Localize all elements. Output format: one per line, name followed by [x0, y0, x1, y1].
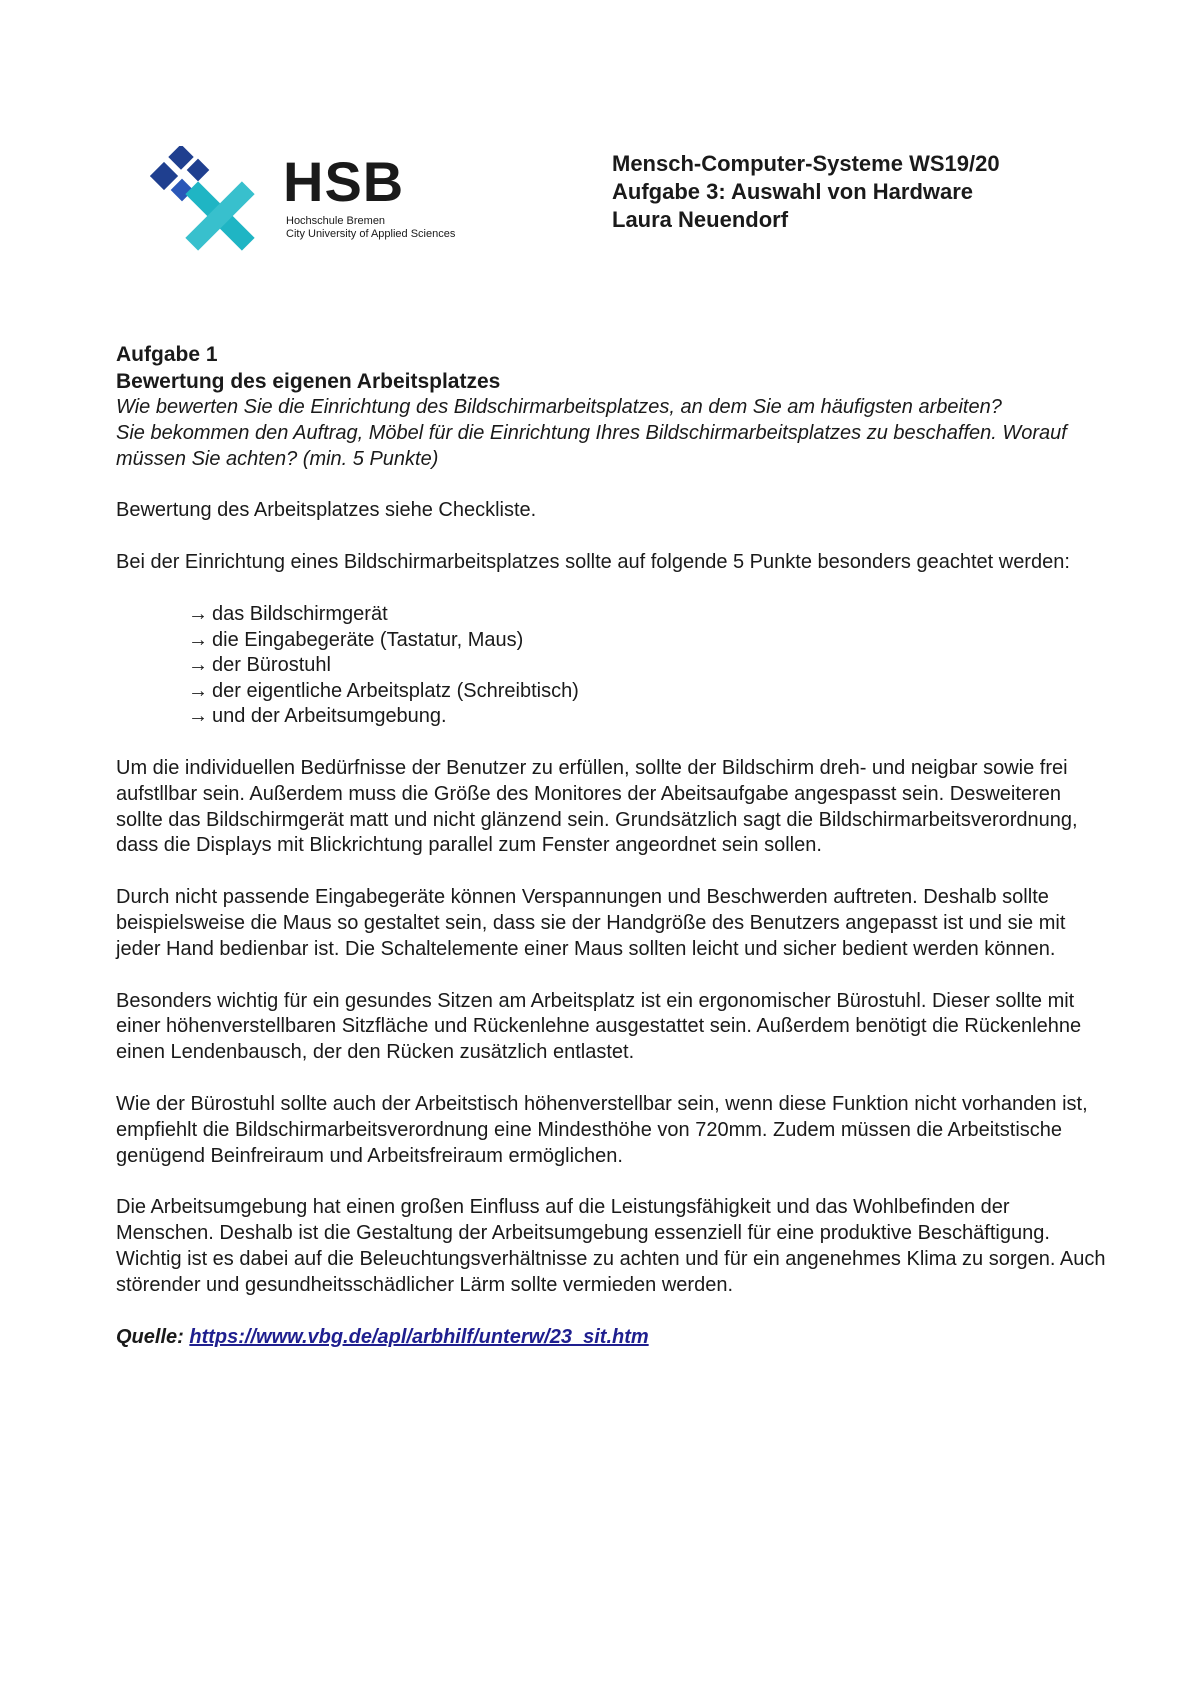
paragraph-monitor: Um die individuellen Bedürfnisse der Benutzer zu erfüllen, sollte der Bildschirm dreh- und neigbar sowie frei aufstllbar sein. Außerdem muss die Größe des Monitores der Abeitsaufgabe angespasst sein. Desweiteren sollte das Bildschirmgerät matt und nicht glänzend sein. Grundsätzlich sagt die Bildschirmarbeitsverordnung, dass die Displays mit Blickrichtung parallel zum Fenster angeordnet sein sollen.	[116, 756, 1078, 857]
list-item: → die Eingabegeräte (Tastatur, Maus)	[188, 628, 1106, 654]
arrow-right-icon: →	[188, 705, 208, 728]
source-link[interactable]: https://www.vbg.de/apl/arbhilf/unterw/23_sit.htm	[189, 1325, 649, 1348]
source-line	[116, 1325, 1106, 1351]
list-item: → das Bildschirmgerät	[188, 602, 1106, 628]
intro-paragraph: Bewertung des Arbeitsplatzes siehe Checkliste.	[116, 499, 537, 522]
source-label: Quelle:	[116, 1325, 184, 1348]
main-content	[116, 341, 1106, 1350]
task-question-1: Wie bewerten Sie die Einrichtung des Bildschirmarbeitsplatzes, an dem Sie am häufigsten arbeiten?	[116, 396, 1002, 418]
list-item: → der eigentliche Arbeitsplatz (Schreibtisch)	[188, 679, 1106, 705]
document-meta	[612, 150, 1000, 234]
task-number: Aufgabe 1	[116, 343, 218, 366]
logo-subtitle-line2: City University of Applied Sciences	[286, 228, 456, 240]
list-item: → der Bürostuhl	[188, 653, 1106, 679]
paragraph-input-devices: Durch nicht passende Eingabegeräte können Verspannungen und Beschwerden auftreten. Deshalb sollte beispielsweise die Maus so gestaltet sein, dass sie der Handgröße des Benutzers angepasst ist und sie mit jeder Hand bedienbar ist. Die Schaltelemente einer Maus sollten leicht und sicher bedient werden können.	[116, 886, 1066, 960]
paragraph-desk: Wie der Bürostuhl sollte auch der Arbeitstisch höhenverstellbar sein, wenn diese Funktion nicht vorhanden ist, empfiehlt die Bildschirmarbeitsverordnung eine Mindesthöhe von 720mm. Zudem müssen die Arbeitstische genügend Beinfreiraum und Arbeitsfreiraum ermöglichen.	[116, 1092, 1088, 1167]
arrow-right-icon: →	[188, 602, 208, 625]
task-question-2: Sie bekommen den Auftrag, Möbel für die Einrichtung Ihres Bildschirmarbeitsplatzes zu beschaffen. Worauf müssen Sie achten? (min. 5 Punkte)	[116, 421, 1067, 470]
author-name: Laura Neuendorf	[612, 207, 789, 232]
assignment-title: Aufgabe 3: Auswahl von Hardware	[612, 179, 974, 204]
arrow-right-icon: →	[188, 679, 208, 702]
arrow-right-icon: →	[188, 654, 208, 677]
criteria-list	[116, 602, 1106, 730]
list-item: → und der Arbeitsumgebung.	[188, 704, 1106, 730]
hsb-logo-mark-icon	[150, 146, 262, 254]
task-title: Bewertung des eigenen Arbeitsplatzes	[116, 370, 501, 393]
logo-subtitle-line1: Hochschule Bremen	[286, 215, 386, 227]
course-title: Mensch-Computer-Systeme WS19/20	[612, 151, 1000, 176]
lead-paragraph: Bei der Einrichtung eines Bildschirmarbeitsplatzes sollte auf folgende 5 Punkte besonders geachtet werden:	[116, 551, 1070, 574]
logo-wordmark: HSB	[283, 150, 405, 213]
arrow-right-icon: →	[188, 628, 208, 651]
paragraph-office-chair: Besonders wichtig für ein gesundes Sitzen am Arbeitsplatz ist ein ergonomischer Bürostuhl. Dieser sollte mit einer höhenverstellbaren Sitzfläche und Rückenlehne ausgestattet sein. Außerdem benötigt die Rückenlehne einen Lendenbausch, der den Rücken zusätzlich entlastet.	[116, 989, 1082, 1064]
paragraph-environment: Die Arbeitsumgebung hat einen großen Einfluss auf die Leistungsfähigkeit und das Wohlbefinden der Menschen. Deshalb ist die Gestaltung der Arbeitsumgebung essenziell für eine produktive Beschäftigung. Wichtig ist es dabei auf die Beleuchtungsverhältnisse zu achten und für ein angenehmes Klima zu sorgen. Auch störender und gesundheitsschädlicher Lärm sollte vermieden werden.	[116, 1196, 1106, 1296]
hsb-logo	[150, 146, 502, 254]
